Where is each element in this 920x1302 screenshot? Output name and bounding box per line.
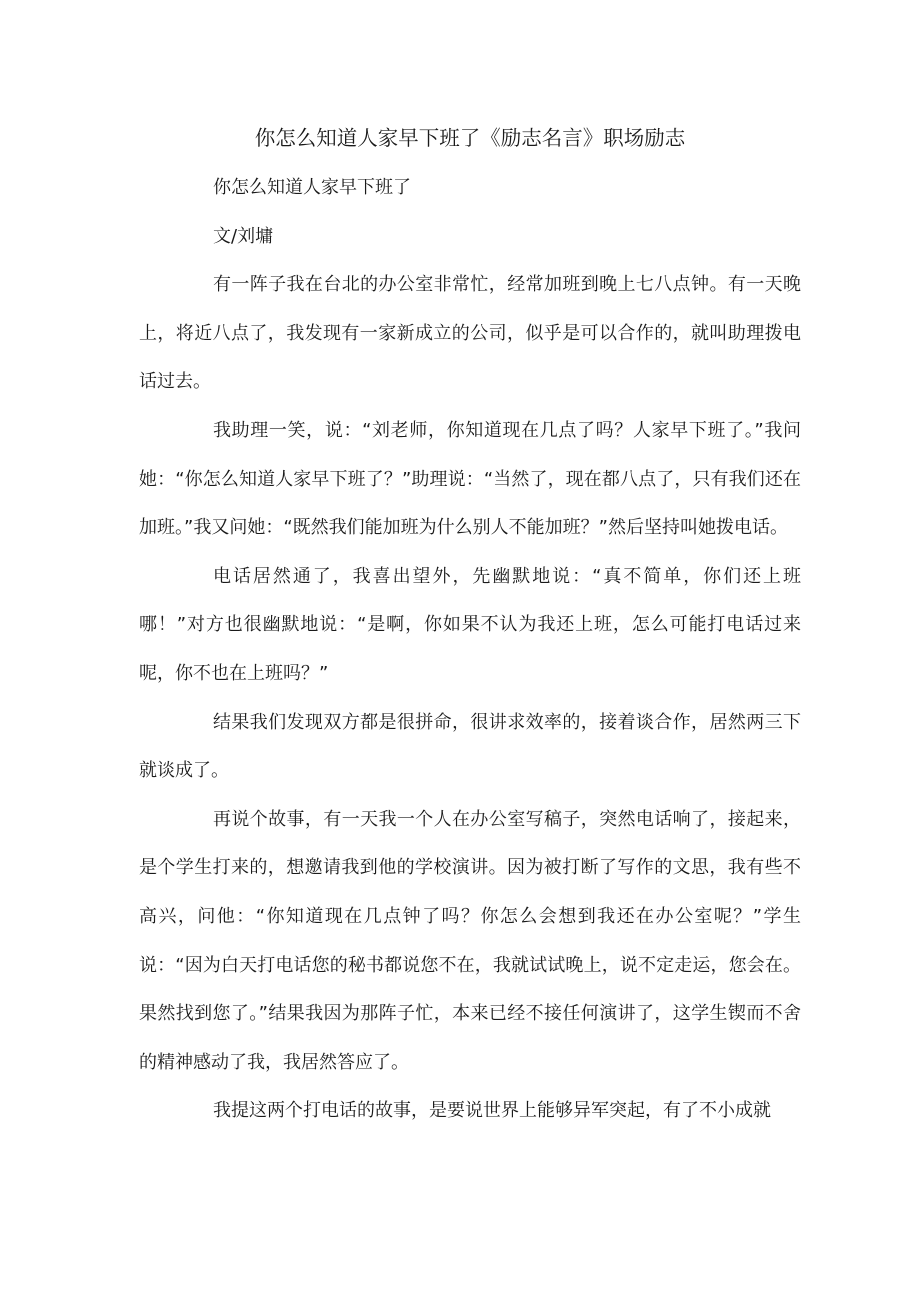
- body-paragraph: 结果我们发现双方都是很拼命，很讲求效率的，接着谈合作，居然两三下就谈成了。: [139, 711, 801, 782]
- body-paragraph: 电话居然通了，我喜出望外，先幽默地说：“真不简单，你们还上班哪！”对方也很幽默地说：“是啊，你如果不认为我还上班，怎么可能打电话过来呢，你不也在上班吗？”: [139, 565, 801, 684]
- subtitle-paragraph: 你怎么知道人家早下班了: [213, 177, 411, 198]
- document-body: [139, 118, 801, 1136]
- body-paragraph: 再说个故事，有一天我一个人在办公室写稿子，突然电话响了，接起来，是个学生打来的，想邀请我到他的学校演讲。因为被打断了写作的文思，我有些不高兴，问他：“你知道现在几点钟了吗？你怎么会想到我还在办公室呢？”学生说：“因为白天打电话您的秘书都说您不在，我就试试晚上，说不定走运，您会在。果然找到您了。”结果我因为那阵子忙，本来已经不接任何演讲了，这学生锲而不舍的精神感动了我，我居然答应了。: [139, 808, 801, 1073]
- author-paragraph: 文/刘墉: [213, 225, 274, 247]
- body-paragraph: 有一阵子我在台北的办公室非常忙，经常加班到晚上七八点钟。有一天晚上，将近八点了，我发现有一家新成立的公司，似乎是可以合作的，就叫助理拨电话过去。: [139, 274, 801, 393]
- document-title: 你怎么知道人家早下班了《励志名言》职场励志: [254, 126, 686, 150]
- body-paragraph: 我助理一笑，说：“刘老师，你知道现在几点了吗？人家早下班了。”我问她：“你怎么知道人家早下班了？”助理说：“当然了，现在都八点了，只有我们还在加班。”我又问她：“既然我们能加班为什么别人不能加班？”然后坚持叫她拨电话。: [139, 419, 801, 539]
- body-paragraph: 我提这两个打电话的故事，是要说世界上能够异军突起，有了不小成就: [213, 1100, 771, 1122]
